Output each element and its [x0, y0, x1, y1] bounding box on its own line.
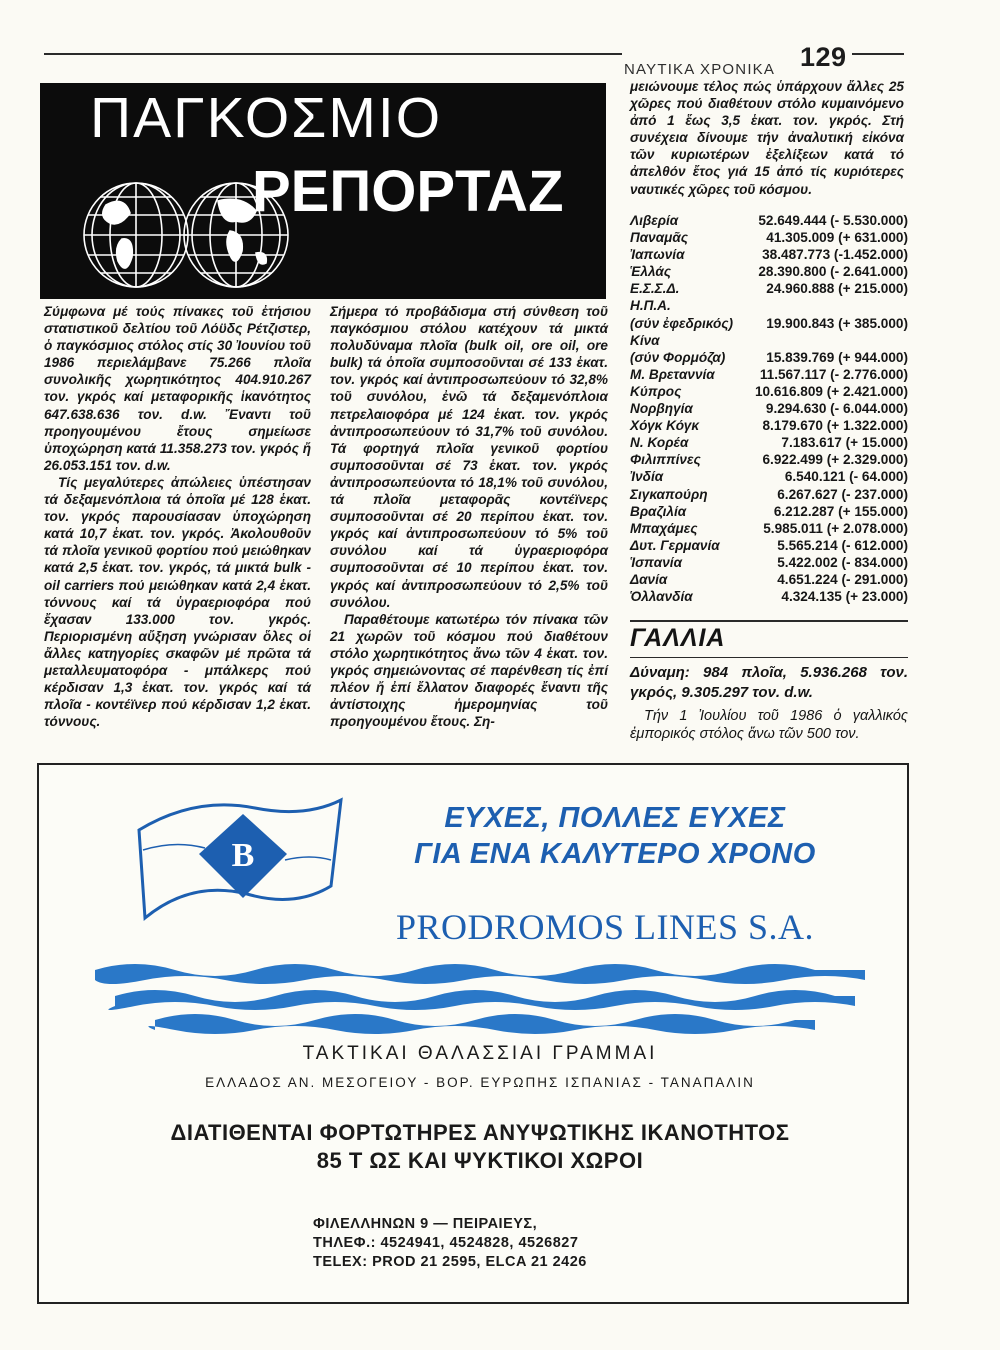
- fleet-table-row: [630, 571, 908, 588]
- fleet-table-row: [630, 537, 908, 554]
- france-stats: Δύναμη: 984 πλοῖα, 5.936.268 τον. γκρός, 9.305.297 τον. d.w.: [630, 664, 908, 701]
- fleet-country: Βραζιλία: [630, 503, 687, 519]
- fleet-country: Η.Π.Α.: [630, 298, 671, 314]
- fleet-country: Ὁλλανδία: [630, 589, 693, 605]
- fleet-tonnage: 4.651.224 (- 291.000): [777, 571, 908, 587]
- france-text: Τήν 1 Ἰουλίου τοῦ 1986 ὁ γαλλικός ἐμπορικός στόλος ἄνω τῶν 500 τον.: [630, 708, 908, 742]
- page-number: 129: [800, 42, 847, 72]
- fleet-country: Ἰαπωνία: [630, 247, 685, 263]
- france-heading: ΓΑΛΛΙΑ: [630, 624, 726, 652]
- fleet-table-row: [630, 468, 908, 485]
- section-divider: [630, 620, 908, 622]
- fleet-table-row: [630, 212, 908, 229]
- ad-capacity: [80, 1119, 880, 1175]
- fleet-country: Σιγκαπούρη: [630, 486, 708, 502]
- magazine-name: ΝΑΥΤΙΚΑ ΧΡΟΝΙΚΑ: [624, 61, 776, 78]
- flag-letter: B: [231, 837, 255, 874]
- ad-address: ΦΙΛΕΛΛΗΝΩΝ 9 — ΠΕΙΡΑΙΕΥΣ,: [313, 1216, 538, 1232]
- fleet-country: Ε.Σ.Σ.Δ.: [630, 281, 680, 297]
- fleet-country: Ἰνδία: [630, 469, 664, 485]
- fleet-country: Μ. Βρεταννία: [630, 366, 715, 382]
- waves-icon: [95, 958, 865, 1038]
- fleet-table-row: [630, 588, 908, 605]
- article-paragraph: Παραθέτουμε κατωτέρω τόν πίνακα τῶν 21 χωρῶν τοῦ κόσμου πού διαθέτουν στόλο χωρητικότητος ἄνω τῶν 4 ἑκατ. τον. γκρός σημειώνοντας σέ παρένθεση τίς ἐπί πλέον ἤ ἐπί ἔλλατον διαφορές ἔναντι τῆς ἀντίστοιχης ἡμερομηνίας τοῦ προηγουμένου ἔτους. Ση-: [330, 611, 608, 730]
- fleet-country: Νορβηγία: [630, 401, 693, 417]
- fleet-table-row: [630, 263, 908, 280]
- fleet-table-row: [630, 486, 908, 503]
- fleet-tonnage: 8.179.670 (+ 1.322.000): [762, 418, 908, 434]
- fleet-country: Φιλιππίνες: [630, 452, 701, 468]
- ad-capacity-line: ΔΙΑΤΙΘΕΝΤΑΙ ΦΟΡΤΩΤΗΡΕΣ ΑΝΥΨΩΤΙΚΗΣ ΙΚΑΝΟΤΗΤΟΣ: [170, 1120, 790, 1145]
- fleet-table-row: [630, 332, 908, 349]
- article-left-column: [44, 303, 311, 730]
- fleet-tonnage: 28.390.800 (- 2.641.000): [758, 264, 908, 280]
- fleet-table-row: [630, 246, 908, 263]
- fleet-table: [630, 212, 908, 605]
- fleet-country: Χόγκ Κόγκ: [630, 418, 700, 434]
- ad-wishes-line: ΓΙΑ ΕΝΑ ΚΑΛΥΤΕΡΟ ΧΡΟΝΟ: [414, 838, 816, 870]
- ad-phone: ΤΗΛΕΦ.: 4524941, 4524828, 4526827: [313, 1235, 579, 1251]
- fleet-table-row: [630, 366, 908, 383]
- article-paragraph: μειώνουμε τέλος πώς ὑπάρχουν ἄλλες 25 χῶρες πού διαθέτουν στόλο κυμαινόμενο ἀπό 1 ἕως 3,5 ἑκατ. τον. γκρός. Στή συνέχεια δίνουμε τήν ἀναλυτική εἰκόνα τῶν κυριωτέρων ἐξελίξεων κατά τό ἀπελθόν ἔτος γιά 15 ἀπό τίς κυριότερες ναυτικές χῶρες τοῦ κόσμου.: [630, 79, 904, 197]
- section-divider: [630, 657, 908, 658]
- fleet-country: Ἱσπανία: [630, 554, 682, 570]
- article-right-intro: [630, 78, 904, 198]
- fleet-country: Κύπρος: [630, 383, 682, 399]
- article-paragraph: Σύμφωνα μέ τούς πίνακες τοῦ ἐτήσιου στατιστικοῦ δελτίου τοῦ Λόϋδς Ρέτζιστερ, ὁ παγκόσμιος στόλος στίς 30 Ἰουνίου τοῦ 1986 περιελάμβανε 75.266 πλοῖα συνολικῆς χωρητικότητος 404.910.267 τον. γκρός καί μεταφορικῆς ἱκανότητος 647.638.636 τον. d.w. Ἔναντι τοῦ προηγουμένου ἔτους σημείωσε ὑποχώρηση κατά 11.358.273 τον. γκρός ἤ 26.053.151 τον. d.w.: [44, 304, 311, 473]
- fleet-country: (σύν Φορμόζα): [630, 349, 726, 365]
- fleet-table-row: [630, 280, 908, 297]
- fleet-tonnage: 5.565.214 (- 612.000): [777, 537, 908, 553]
- fleet-tonnage: 52.649.444 (- 5.530.000): [758, 213, 908, 228]
- fleet-country: Ν. Κορέα: [630, 435, 689, 451]
- fleet-table-row: [630, 383, 908, 400]
- ad-telex: TELEX: PROD 21 2595, ELCA 21 2426: [313, 1254, 587, 1270]
- fleet-tonnage: 6.540.121 (- 64.000): [784, 469, 908, 485]
- fleet-table-row: [630, 451, 908, 468]
- fleet-table-row: [630, 349, 908, 366]
- fleet-country: Ἑλλάς: [630, 264, 671, 280]
- fleet-table-row: [630, 503, 908, 520]
- ad-capacity-line: 85 Τ ΩΣ ΚΑΙ ΨΥΚΤΙΚΟΙ ΧΩΡΟΙ: [316, 1148, 644, 1173]
- ad-wishes: [395, 800, 835, 872]
- header-rule: [44, 53, 622, 55]
- fleet-tonnage: 38.487.773 (-1.452.000): [762, 247, 908, 263]
- fleet-tonnage: 5.422.002 (- 834.000): [777, 554, 908, 570]
- fleet-country: Μπαχάμες: [630, 520, 698, 536]
- fleet-country: Κίνα: [630, 332, 660, 348]
- banner-title-bottom: ΡΕΠΟΡΤΑΖ: [252, 159, 564, 224]
- fleet-table-row: [630, 417, 908, 434]
- fleet-table-row: [630, 297, 908, 314]
- ad-contact: [313, 1215, 733, 1272]
- fleet-table-row: [630, 229, 908, 246]
- fleet-tonnage: 15.839.769 (+ 944.000): [766, 349, 908, 365]
- article-paragraph: Τίς μεγαλύτερες ἀπώλειες ὑπέστησαν τά δεξαμενόπλοια τά ὁποῖα μέ 128 ἑκατ. τον. γκρός παρουσίασαν ὑποχώρηση κατά 10,7 ἑκατ. τον. γκρός. Ἀκολουθοῦν τά πλοῖα γενικοῦ φορτίου πού μειώθηκαν κατά 2,5 ἑκατ. τον. γκρός, τά μικτά bulk - oil carriers πού μειώθηκαν κατά 2,4 ἑκατ. τόννους καί τά ὑγραεριοφόρα πού ἔχασαν 133.000 τον. γκρός. Περιορισμένη αὔξηση γνώρισαν ὅλες οἱ ἄλλες κατηγορίες σκαφῶν μέ πρῶτα τά μεταλλευματοφόρα - μπάλκερς πού κέρδισαν 1,3 ἑκατ. τον. γκρός καί τά πλοῖα - κοντέϊνερ πού κέρδισαν 1,2 ἑκατ. τόννους.: [44, 474, 311, 730]
- ad-wishes-line: ΕΥΧΕΣ, ΠΟΛΛΕΣ ΕΥΧΕΣ: [444, 802, 786, 834]
- fleet-table-row: [630, 400, 908, 417]
- fleet-tonnage: 24.960.888 (+ 215.000): [766, 281, 908, 297]
- fleet-tonnage: 10.616.809 (+ 2.421.000): [754, 383, 908, 399]
- fleet-tonnage: 6.212.287 (+ 155.000): [773, 503, 908, 519]
- fleet-tonnage: 6.267.627 (- 237.000): [777, 486, 908, 502]
- fleet-tonnage: 7.183.617 (+ 15.000): [781, 435, 908, 451]
- fleet-tonnage: 19.900.843 (+ 385.000): [766, 315, 908, 331]
- fleet-tonnage: 41.305.009 (+ 631.000): [766, 230, 908, 246]
- fleet-table-row: [630, 315, 908, 332]
- ad-company-name: PRODROMOS LINES S.A.: [395, 907, 815, 947]
- fleet-tonnage: 11.567.117 (- 2.776.000): [759, 366, 908, 382]
- fleet-country: (σύν ἐφεδρικός): [630, 315, 734, 331]
- fleet-tonnage: 5.985.011 (+ 2.078.000): [763, 520, 908, 536]
- section-banner: [40, 83, 606, 299]
- ad-regular-lines: ΤΑΚΤΙΚΑΙ ΘΑΛΑΣΣΙΑΙ ΓΡΑΜΜΑΙ: [302, 1043, 658, 1064]
- fleet-country: Λιβερία: [630, 213, 679, 228]
- banner-title-top: ΠΑΓΚΟΣΜΙΟ: [90, 86, 443, 150]
- article-paragraph: Σήμερα τό προβάδισμα στή σύνθεση τοῦ παγκόσμιου στόλου κατέχουν τά μικτά πολυδύναμα πλοῖα (bulk oil, ore oil, ore bulk) τά ὁποῖα συμποσοῦνται σέ 133 ἑκατ. τον. γκρός καί ἀντιπροσωπεύουν τό 32,8% τοῦ συνόλου, ἐνῶ τά δεξαμενόπλοια πετρελαιοφόρα μέ 124 ἑκατ. τον. γκρός ἀντιπροσωπεύουν τό 31,7% τοῦ συνόλου. Τά φορτηγά πλοῖα γενικοῦ φορτίου συμποσοῦνται σέ 73 ἑκατ. τον. γκρός ἀντιπροσωπεύοντα τό 18,1% τοῦ συνόλου, τά πλοῖα μεταφορᾶς κοντέϊνερς συμποσοῦνται σέ 20 περίπου ἑκατ. τον. γκρός καί ἀντιπροσωπεύουν τό 5% τοῦ συνόλου καί τά ὑγραεριοφόρα συμποσοῦνται σέ 10 περίπου ἑκατ. τον. γκρός καί ἀντιπροσωπεύουν τό 2,5% τοῦ συνόλου.: [330, 304, 608, 610]
- fleet-country: Δανία: [630, 571, 668, 587]
- fleet-tonnage: 4.324.135 (+ 23.000): [781, 589, 908, 605]
- fleet-country: Παναμᾶς: [630, 230, 689, 246]
- header-rule: [852, 53, 904, 55]
- ad-routes: ΕΛΛΑΔΟΣ ΑΝ. ΜΕΣΟΓΕΙΟΥ - ΒΟΡ. ΕΥΡΩΠΗΣ ΙΣΠΑΝΙΑΣ - ΤΑΝΑΠΑΛΙΝ: [205, 1075, 755, 1090]
- fleet-table-row: [630, 434, 908, 451]
- fleet-table-row: [630, 520, 908, 537]
- fleet-country: Δυτ. Γερμανία: [630, 537, 720, 553]
- company-flag-icon: [135, 790, 345, 930]
- fleet-table-row: [630, 554, 908, 571]
- fleet-tonnage: 9.294.630 (- 6.044.000): [765, 401, 908, 417]
- article-middle-column: [330, 303, 608, 730]
- fleet-tonnage: 6.922.499 (+ 2.329.000): [762, 452, 908, 468]
